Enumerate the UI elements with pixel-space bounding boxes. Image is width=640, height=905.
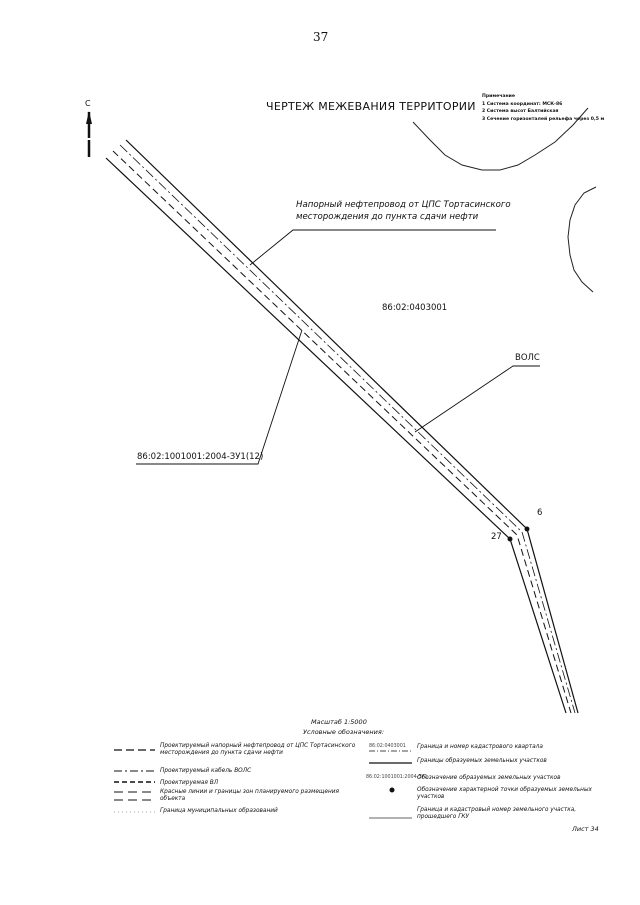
- vols-label: ВОЛС: [515, 353, 540, 363]
- north-label: С: [85, 99, 91, 108]
- map-title: ЧЕРТЕЖ МЕЖЕВАНИЯ ТЕРРИТОРИИ: [266, 100, 476, 113]
- notes-item: 3 Сечение горизонталей рельефа через 0,5 м: [482, 116, 605, 122]
- legend-item-plot-designation: Обозначение образуемых земельных участков: [417, 775, 561, 781]
- point-6-label: 6: [537, 508, 543, 518]
- pipeline-label: Напорный нефтепровод от ЦПС Тортасинского месторождения до пункта сдачи нефти: [296, 200, 511, 222]
- point-27-marker: [508, 537, 513, 542]
- legend-item-pipeline: Проектируемый напорный нефтепровод от ЦПС Тортасинского месторождения до пункта сдачи нефти: [160, 743, 356, 757]
- notes-item: 1 Система координат: МСК-86: [482, 101, 563, 107]
- legend-title: Условные обозначения:: [303, 728, 385, 736]
- page-number: 37: [313, 30, 329, 44]
- point-27-label: 27: [491, 532, 502, 542]
- pipeline-line: [113, 151, 571, 713]
- legend-item-vols: Проектируемый кабель ВОЛС: [160, 768, 252, 774]
- legend-item-red-lines: Красные линии и границы зон планируемого размещения объекта: [160, 789, 339, 803]
- vols-leader: [415, 366, 540, 432]
- legend-item-gku-plot: Граница и кадастровый номер земельного участка, прошедшего ГКУ: [417, 807, 577, 821]
- plot-leader: [136, 330, 302, 464]
- north-arrow-icon: [86, 111, 92, 157]
- legend-item-municipal-border: Граница муниципальных образований: [160, 808, 278, 814]
- plot-boundary-right: [126, 140, 578, 713]
- legend-item-plot-borders: Границы образуемых земельных участков: [417, 758, 547, 764]
- plot-boundary-left: [106, 158, 566, 713]
- point-6-marker: [525, 527, 530, 532]
- legend-item-quarter-border: Граница и номер кадастрового квартала: [417, 744, 543, 750]
- plot-number-label: 86:02:1001001:2004-ЗУ1(12): [137, 452, 264, 462]
- legend-code-quarter: 86:02:0403001: [369, 744, 406, 749]
- notes-item: 2 Система высот Балтийская: [482, 109, 559, 114]
- quarter-number-label: 86:02:0403001: [382, 303, 448, 313]
- quarter-boundary-arc-2: [568, 187, 596, 292]
- legend-code-plot: 86:02:1001001:2004-ЗУ1: [366, 775, 428, 780]
- legend-item-vl: Проектируемая ВЛ: [160, 780, 219, 786]
- pipeline-leader: [250, 230, 496, 265]
- notes-block: [482, 93, 604, 123]
- sheet-number: Лист 34: [572, 825, 599, 833]
- notes-heading: Примечание: [482, 94, 515, 99]
- scale-label: Масштаб 1:5000: [311, 718, 367, 726]
- legend-item-point: Обозначение характерной точки образуемых земельных участков: [417, 787, 592, 801]
